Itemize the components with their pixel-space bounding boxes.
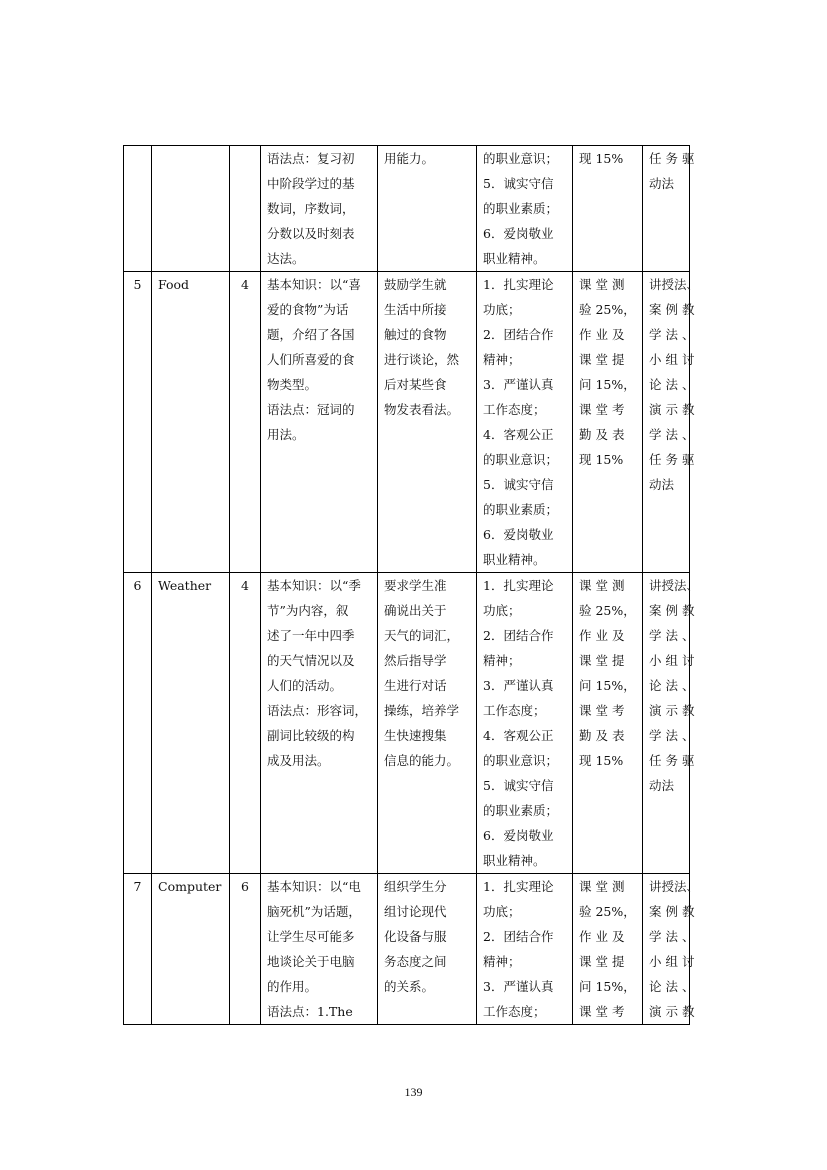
assessment-cell — [573, 874, 643, 1025]
goal-line: 务态度之间 — [384, 954, 447, 969]
methods-cell — [643, 146, 695, 272]
methods-cell — [643, 272, 700, 573]
goal-line: 生快速搜集 — [384, 728, 447, 743]
assessment-cell — [573, 573, 643, 874]
ideology-line: 6．爱岗敬业 — [483, 226, 554, 241]
goal-cell — [378, 573, 477, 874]
methods-line: 小 组 讨 — [649, 954, 695, 969]
content-line: 达法。 — [267, 251, 305, 266]
content-line: 物类型。 — [267, 377, 318, 392]
content-line: 节”为内容，叙 — [267, 603, 349, 618]
content-line: 分数以及时刻表 — [267, 226, 355, 241]
content-line: 脑死机”为话题， — [267, 904, 361, 919]
goal-line: 后对某些食 — [384, 377, 447, 392]
goal-line: 的关系。 — [384, 979, 435, 994]
content-line: 成及用法。 — [267, 753, 330, 768]
assessment-line: 课 堂 测 — [579, 277, 625, 292]
goal-cell — [378, 146, 477, 272]
assessment-line: 勤 及 表 — [579, 728, 625, 743]
ideology-line: 精神； — [483, 954, 521, 969]
assessment-line: 问 15%， — [579, 979, 636, 994]
methods-line: 学 法 、 — [649, 728, 695, 743]
goal-line: 组织学生分 — [384, 879, 447, 894]
assessment-line: 现 15% — [579, 452, 624, 467]
table-row — [124, 874, 690, 1025]
ideology-cell — [477, 573, 573, 874]
ideology-line: 的职业素质； — [483, 502, 559, 517]
table-row — [124, 146, 690, 272]
content-line: 让学生尽可能多 — [267, 929, 355, 944]
content-line: 基本知识：以“喜 — [267, 277, 361, 292]
assessment-line: 勤 及 表 — [579, 427, 625, 442]
content-cell — [261, 573, 378, 874]
assessment-line: 问 15%， — [579, 678, 636, 693]
unit-name-cell: Food — [152, 272, 230, 573]
goal-line: 触过的食物 — [384, 327, 447, 342]
methods-line: 小 组 讨 — [649, 352, 695, 367]
ideology-line: 功底； — [483, 302, 521, 317]
assessment-cell — [573, 272, 643, 573]
methods-line: 学 法 、 — [649, 327, 695, 342]
content-line: 数词，序数词， — [267, 201, 355, 216]
content-cell — [261, 272, 378, 573]
methods-line: 讲授法、 — [649, 879, 700, 894]
goal-line: 然后指导学 — [384, 653, 447, 668]
ideology-line: 职业精神。 — [483, 251, 546, 266]
row-index-cell: 5 — [124, 272, 152, 573]
ideology-line: 3．严谨认真 — [483, 678, 554, 693]
ideology-line: 4．客观公正 — [483, 427, 554, 442]
ideology-line: 工作态度； — [483, 1004, 546, 1019]
assessment-line: 问 15%， — [579, 377, 636, 392]
methods-line: 案 例 教 — [649, 603, 695, 618]
assessment-line: 课 堂 测 — [579, 578, 625, 593]
methods-line: 演 示 教 — [649, 402, 695, 417]
goal-line: 用能力。 — [384, 151, 435, 166]
goal-line: 信息的能力。 — [384, 753, 460, 768]
assessment-line: 作 业 及 — [579, 929, 625, 944]
content-line: 人们所喜爱的食 — [267, 352, 355, 367]
content-line: 用法。 — [267, 427, 305, 442]
row-index-cell: 7 — [124, 874, 152, 1025]
ideology-line: 5．诚实守信 — [483, 778, 554, 793]
content-line: 语法点：1.The — [267, 1004, 353, 1019]
ideology-line: 5．诚实守信 — [483, 176, 554, 191]
ideology-line: 功底； — [483, 904, 521, 919]
content-line: 基本知识：以“电 — [267, 879, 361, 894]
hours-cell — [230, 146, 261, 272]
assessment-line: 课 堂 提 — [579, 352, 625, 367]
methods-line: 任 务 驱 — [649, 151, 695, 166]
assessment-line: 课 堂 提 — [579, 653, 625, 668]
ideology-line: 的职业素质； — [483, 201, 559, 216]
content-line: 地谈论关于电脑 — [267, 954, 355, 969]
ideology-line: 的职业意识； — [483, 753, 559, 768]
goal-line: 确说出关于 — [384, 603, 447, 618]
ideology-line: 3．严谨认真 — [483, 377, 554, 392]
ideology-line: 功底； — [483, 603, 521, 618]
goal-line: 组讨论现代 — [384, 904, 447, 919]
goal-line: 要求学生准 — [384, 578, 447, 593]
methods-cell — [643, 573, 700, 874]
methods-line: 学 法 、 — [649, 628, 695, 643]
methods-line: 动法 — [649, 176, 675, 191]
content-cell — [261, 146, 378, 272]
methods-cell — [643, 874, 700, 1025]
methods-line: 任 务 驱 — [649, 753, 695, 768]
assessment-line: 作 业 及 — [579, 327, 625, 342]
methods-line: 论 法 、 — [649, 377, 695, 392]
ideology-cell — [477, 874, 573, 1025]
assessment-line: 课 堂 考 — [579, 1004, 625, 1019]
content-line: 爱的食物”为话 — [267, 302, 349, 317]
content-line: 语法点：复习初 — [267, 151, 355, 166]
goal-line: 鼓励学生就 — [384, 277, 447, 292]
goal-cell — [378, 272, 477, 573]
ideology-line: 3．严谨认真 — [483, 979, 554, 994]
assessment-cell — [573, 146, 643, 272]
ideology-line: 2．团结合作 — [483, 628, 554, 643]
content-line: 副词比较级的构 — [267, 728, 355, 743]
ideology-line: 精神； — [483, 653, 521, 668]
methods-line: 动法 — [649, 477, 675, 492]
table-body — [124, 146, 700, 1025]
hours-cell: 4 — [230, 272, 261, 573]
goal-line: 物发表看法。 — [384, 402, 460, 417]
methods-line: 讲授法、 — [649, 578, 700, 593]
content-line: 语法点：形容词， — [267, 703, 368, 718]
methods-line: 论 法 、 — [649, 979, 695, 994]
methods-line: 论 法 、 — [649, 678, 695, 693]
methods-line: 学 法 、 — [649, 929, 695, 944]
ideology-line: 工作态度； — [483, 402, 546, 417]
assessment-line: 课 堂 考 — [579, 703, 625, 718]
methods-line: 案 例 教 — [649, 904, 695, 919]
ideology-line: 2．团结合作 — [483, 929, 554, 944]
assessment-line: 课 堂 考 — [579, 402, 625, 417]
hours-cell: 6 — [230, 874, 261, 1025]
ideology-line: 职业精神。 — [483, 552, 546, 567]
methods-line: 演 示 教 — [649, 703, 695, 718]
page-number: 139 — [404, 1085, 423, 1099]
content-line: 题，介绍了各国 — [267, 327, 355, 342]
ideology-line: 的职业意识； — [483, 151, 559, 166]
goal-line: 化设备与服 — [384, 929, 447, 944]
content-line: 基本知识：以“季 — [267, 578, 361, 593]
assessment-line: 现 15% — [579, 753, 624, 768]
assessment-line: 课 堂 测 — [579, 879, 625, 894]
methods-line: 案 例 教 — [649, 302, 695, 317]
ideology-line: 2．团结合作 — [483, 327, 554, 342]
syllabus-table — [123, 145, 700, 1025]
unit-name-cell: Weather — [152, 573, 230, 874]
content-line: 的天气情况以及 — [267, 653, 355, 668]
assessment-line: 验 25%， — [579, 603, 636, 618]
table-row — [124, 272, 690, 573]
ideology-line: 5．诚实守信 — [483, 477, 554, 492]
methods-line: 任 务 驱 — [649, 452, 695, 467]
ideology-line: 职业精神。 — [483, 853, 546, 868]
hours-cell: 4 — [230, 573, 261, 874]
goal-line: 生活中所接 — [384, 302, 447, 317]
assessment-line: 作 业 及 — [579, 628, 625, 643]
ideology-line: 的职业素质； — [483, 803, 559, 818]
unit-name-cell — [152, 146, 230, 272]
row-index-cell: 6 — [124, 573, 152, 874]
content-line: 语法点：冠词的 — [267, 402, 355, 417]
content-cell — [261, 874, 378, 1025]
table-row — [124, 573, 690, 874]
content-line: 中阶段学过的基 — [267, 176, 355, 191]
row-index-cell — [124, 146, 152, 272]
ideology-line: 4．客观公正 — [483, 728, 554, 743]
content-line: 人们的活动。 — [267, 678, 343, 693]
assessment-line: 课 堂 提 — [579, 954, 625, 969]
goal-line: 操练，培养学 — [384, 703, 460, 718]
ideology-line: 6．爱岗敬业 — [483, 828, 554, 843]
ideology-line: 1．扎实理论 — [483, 578, 554, 593]
ideology-cell — [477, 146, 573, 272]
ideology-cell — [477, 272, 573, 573]
assessment-line: 现 15% — [579, 151, 624, 166]
ideology-line: 精神； — [483, 352, 521, 367]
unit-name-cell: Computer — [152, 874, 230, 1025]
ideology-line: 工作态度； — [483, 703, 546, 718]
methods-line: 小 组 讨 — [649, 653, 695, 668]
assessment-line: 验 25%， — [579, 302, 636, 317]
methods-line: 讲授法、 — [649, 277, 700, 292]
assessment-line: 验 25%， — [579, 904, 636, 919]
methods-line: 学 法 、 — [649, 427, 695, 442]
ideology-line: 的职业意识； — [483, 452, 559, 467]
goal-line: 生进行对话 — [384, 678, 447, 693]
content-line: 的作用。 — [267, 979, 318, 994]
ideology-line: 6．爱岗敬业 — [483, 527, 554, 542]
methods-line: 动法 — [649, 778, 675, 793]
methods-line: 演 示 教 — [649, 1004, 695, 1019]
goal-line: 进行谈论，然 — [384, 352, 460, 367]
ideology-line: 1．扎实理论 — [483, 879, 554, 894]
ideology-line: 1．扎实理论 — [483, 277, 554, 292]
content-line: 述了一年中四季 — [267, 628, 355, 643]
goal-line: 天气的词汇， — [384, 628, 460, 643]
goal-cell — [378, 874, 477, 1025]
